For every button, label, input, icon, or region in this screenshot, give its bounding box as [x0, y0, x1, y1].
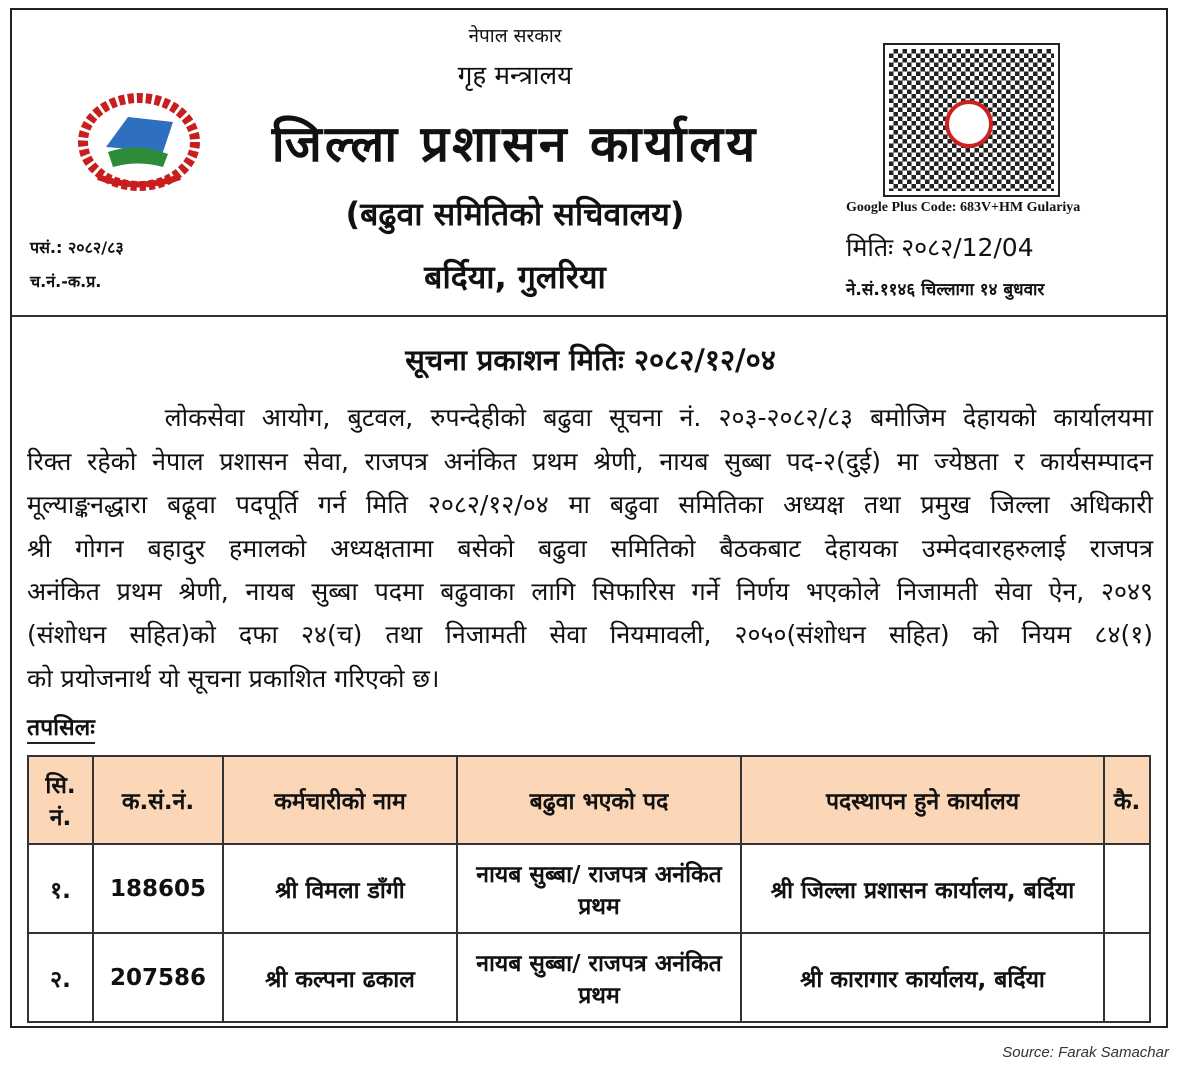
cell-serial: १. [28, 844, 93, 933]
table-row [28, 933, 1150, 1022]
col-employee-name: कर्मचारीको नाम [223, 756, 457, 844]
notice-title: सूचना प्रकाशन मितिः २०८२/१२/०४ [405, 343, 776, 377]
cell-name: श्री विमला डाँगी [223, 844, 457, 933]
cell-post: नायब सुब्बा/ राजपत्र अनंकित प्रथम [457, 844, 741, 933]
cell-code: 207586 [93, 933, 223, 1022]
office-title: जिल्ला प्रशासन कार्यालय [271, 115, 759, 173]
col-promoted-post: बढुवा भएको पद [457, 756, 741, 844]
table-row [28, 844, 1150, 933]
promotion-table [27, 755, 1151, 1023]
col-serial: सि. नं. [28, 756, 93, 844]
body-line: श्री गोगन बहादुर हमालको अध्यक्षतामा बसेको बढुवा समितिको बैठकबाट देहायका उम्मेदवारहरुलाई राजपत्र [27, 534, 1153, 563]
cell-code: 188605 [93, 844, 223, 933]
cell-office: श्री जिल्ला प्रशासन कार्यालय, बर्दिया [741, 844, 1104, 933]
body-line: अनंकित प्रथम श्रेणी, नायब सुब्बा पदमा बढुवाका लागि सिफारिस गर्ने निर्णय भएकोले निजामती सेवा ऐन, २०४९ [27, 577, 1153, 606]
cell-post: नायब सुब्बा/ राजपत्र अनंकित प्रथम [457, 933, 741, 1022]
reference-number: पसं.: २०८२/८३ [30, 238, 124, 257]
secretariat-subtitle: (बढुवा समितिको सचिवालय) [345, 195, 685, 233]
cell-name: श्री कल्पना ढकाल [223, 933, 457, 1022]
header-divider [12, 315, 1166, 317]
table-header-row [28, 756, 1150, 844]
dispatch-number: च.नं.-क.प्र. [30, 272, 102, 291]
government-name: नेपाल सरकार [468, 25, 562, 47]
body-line: रिक्त रहेको नेपाल प्रशासन सेवा, राजपत्र अनंकित प्रथम श्रेणी, नायब सुब्बा पद-२(दुई) मा ज्येष्ठता र कार्यसम्पादन [27, 447, 1153, 476]
col-remarks: कै. [1104, 756, 1150, 844]
nepal-sambat-date: ने.सं.११४६ चिल्लागा १४ बुधवार [846, 280, 1045, 300]
cell-remarks [1104, 933, 1150, 1022]
body-line: को प्रयोजनार्थ यो सूचना प्रकाशित गरिएको छ। [27, 664, 440, 693]
office-location: बर्दिया, गुलरिया [424, 258, 606, 296]
tapsil-heading: तपसिलः [27, 710, 95, 744]
body-line: मूल्याङ्कनद्धारा बढूवा पदपूर्ति गर्न मिति २०८२/१२/०४ मा बढुवा समितिका अध्यक्ष तथा प्रमुख जिल्ला अधिकारी [27, 490, 1153, 519]
letter-date: मितिः २०८२/12/04 [846, 233, 1034, 262]
col-employee-code: क.सं.नं. [93, 756, 223, 844]
ministry-name: गृह मन्त्रालय [457, 61, 573, 91]
cell-serial: २. [28, 933, 93, 1022]
source-caption: Source: Farak Samachar [1002, 1044, 1169, 1061]
body-line: (संशोधन सहित)को दफा २४(च) तथा निजामती सेवा नियमावली, २०५०(संशोधन सहित) को नियम ८४(१) [27, 620, 1153, 649]
body-line: लोकसेवा आयोग, बुटवल, रुपन्देहीको बढुवा सूचना नं. २०३-२०८२/८३ बमोजिम देहायको कार्यालयमा [27, 403, 1153, 432]
cell-remarks [1104, 844, 1150, 933]
col-posting-office: पदस्थापन हुने कार्यालय [741, 756, 1104, 844]
plus-code: Google Plus Code: 683V+HM Gulariya [846, 200, 1081, 215]
cell-office: श्री कारागार कार्यालय, बर्दिया [741, 933, 1104, 1022]
